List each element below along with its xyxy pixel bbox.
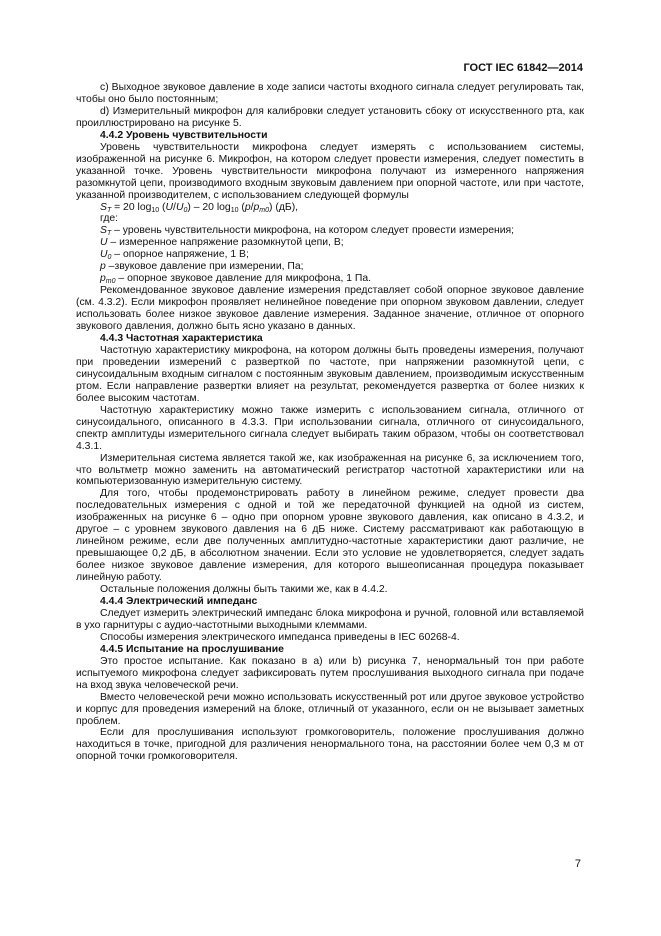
def-u0: $U_0$ – опорное напряжение, 1 В; (100, 249, 249, 262)
section-heading-4-4-3: 4.4.3 Частотная характеристика (100, 333, 263, 345)
paragraph-4-4-2-recommended: Рекомендованное звуковое давление измерения представляет собой опорное звуковое давление (см. 4.3.2). Если микрофон проявляет нелинейное поведение при опорном звуковом давлении, следует использовать более низкое звуковое давление измерения. Заданное значение, отличное от опорного звукового давления, должно быть ясно указано в данных. (76, 285, 584, 333)
paragraph-4-4-3-2: Частотную характеристику можно также измерить с использованием сигнала, отличного от синусоидального, описанного в 4.3.3. При использовании сигнала, отличного от синусоидального, спектр амплитуды измерительного сигнала следует выбирать таким образом, чтобы он соответствовал 4.3.1. (76, 404, 584, 452)
paragraph-4-4-2-intro: Уровень чувствительности микрофона следует измерять с использованием системы, изображенной на рисунке 6. Микрофон, на котором следует провести измерения, следует поместить в указанной точке. Уровень чувствительности микрофона получают из измеренного напряжения разомкнутой цепи, производимого входным звуковым давлением при опорной частоте, или при частоте, указанной производителем, с использованием следующей формулы (76, 141, 584, 201)
paragraph-4-4-3-3: Измерительная система является такой же, как изображенная на рисунке 6, за исключением того, что вольтметр можно заменить на автоматический регистратор частотной характеристики или на компьютеризованную измерительную систему. (76, 452, 584, 488)
paragraph-4-4-3-4: Для того, чтобы продемонстрировать работу в линейном режиме, следует провести два последовательных измерения с одной и той же передаточной функцией на одной из систем, изображенных на рисунке 6 – одно при опорном уровне звукового давления, как описано в 4.3.2, и другое – с уровнем звукового давления на 6 дБ ниже. Систему рассматривают как работающую в линейном режиме, если две полученных амплитудно-частотные характеристики дают различие, не превышающее 0,2 дБ, в абсолютном значении. Если это условие не удовлетворяется, следует задать более низкое звуковое давление измерения, для которого вышеописанная процедура показывает линейную работу. (76, 488, 584, 584)
paragraph-4-4-5-3: Если для прослушивания используют громкоговоритель, положение прослушивания должно находиться в точке, пригодной для различения ненормального тона, на расстоянии более чем 0,3 м от опорной точки громкоговорителя. (76, 727, 584, 763)
paragraph-4-4-3-5: Остальные положения должны быть такими же, как в 4.4.2. (100, 584, 388, 596)
page-number: 7 (574, 858, 581, 870)
where-label: где: (100, 213, 119, 225)
section-heading-4-4-5: 4.4.5 Испытание на прослушивание (100, 643, 284, 655)
paragraph-4-4-5-1: Это простое испытание. Как показано в a) или b) рисунка 7, ненормальный тон при работе испытуемого микрофона следует зафиксировать путем прослушивания выходного сигнала при подаче на вход звука человеческой речи. (76, 655, 584, 691)
paragraph-d: d) Измерительный микрофон для калибровки следует установить сбоку от искусственного рта, как проиллюстрировано на рисунке 5. (76, 105, 584, 129)
page-header: ГОСТ IEC 61842—2014 (463, 62, 583, 74)
paragraph-4-4-4-2: Способы измерения электрического импеданса приведены в IEC 60268-4. (100, 631, 460, 643)
paragraph-c: c) Выходное звуковое давление в ходе записи частоты входного сигнала следует регулировать так, чтобы оно было постоянным; (76, 82, 584, 105)
def-u: U – измеренное напряжение разомкнутой цепи, В; (100, 237, 344, 249)
paragraph-4-4-4-1: Следует измерить электрический импеданс блока микрофона и ручной, головной или вставляемой в ухо гарнитуры с аудио-частотными выходными клеммами. (76, 607, 584, 631)
page-body (76, 82, 584, 763)
sensitivity-formula: $S_T = 20$ $\log_{10} (U/U_0) - 20$ $\log_{10} (p/p_{m0})$ (дБ), (100, 201, 299, 214)
def-pm0: $p_{m0}$ – опорное звуковое давление для микрофона, 1 Па. (100, 273, 372, 286)
section-heading-4-4-4: 4.4.4 Электрический импеданс (100, 595, 258, 607)
def-st: $S_T$ – уровень чувствительности микрофона, на котором следует провести измерения; (100, 225, 515, 238)
paragraph-4-4-5-2: Вместо человеческой речи можно использовать искусственный рот или другое звуковое устройство и корпус для проведения измерений на блоке, отличный от указанного, если он не вызывает заметных проблем. (76, 691, 584, 727)
def-p: p –звуковое давление при измерении, Па; (100, 261, 304, 273)
section-heading-4-4-2: 4.4.2 Уровень чувствительности (100, 129, 268, 141)
paragraph-4-4-3-1: Частотную характеристику микрофона, на котором должны быть проведены измерения, получают при проведении измерений с разверткой по частоте, при напряжении разомкнутой цепи, с синусоидальным входным сигналом с постоянным звуковым давлением, производимым искусственным ртом. Если направление развертки влияет на результат, рекомендуется развертка от более низких к более высоким частотам. (76, 344, 584, 404)
